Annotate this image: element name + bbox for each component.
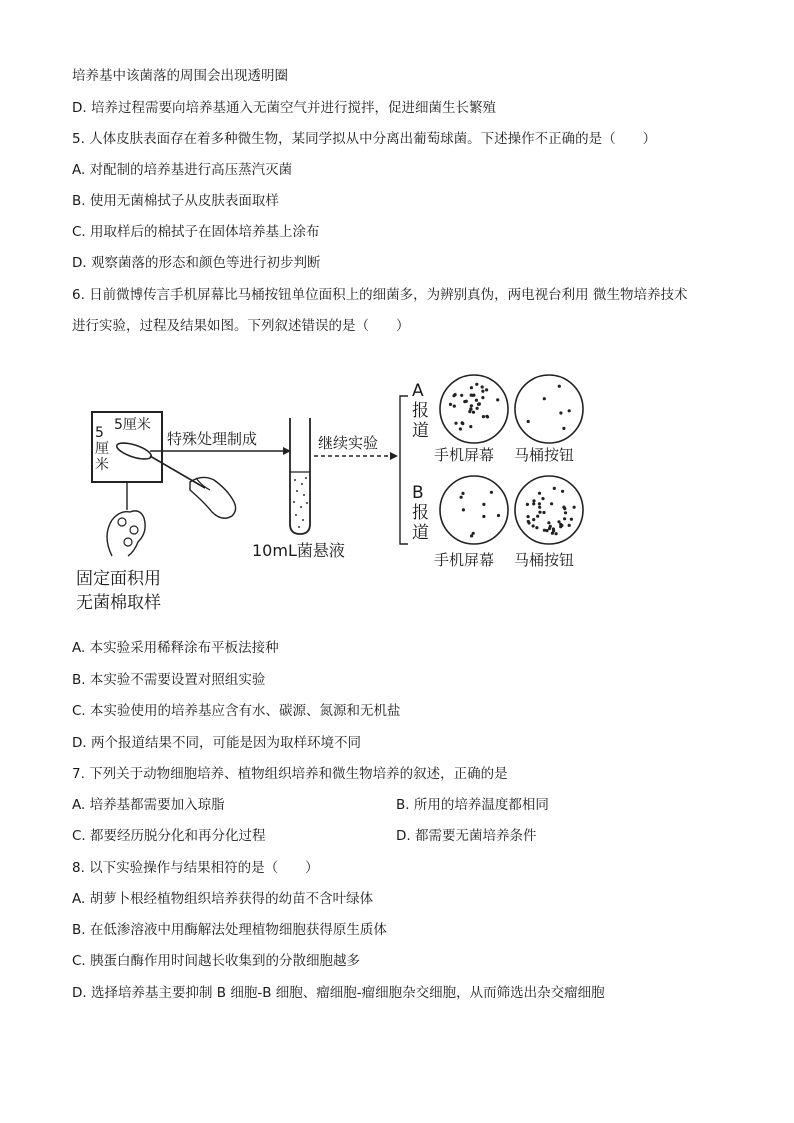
colony-dot: [482, 515, 485, 518]
caption-line1: 固定面积用: [76, 569, 161, 589]
colony-dot: [557, 520, 560, 523]
colony-dot: [561, 490, 564, 493]
test-tube: [290, 418, 310, 534]
colony-dot: [481, 385, 484, 388]
colony-dot: [563, 507, 566, 510]
square-side-label-2: 厘: [95, 441, 109, 457]
colony-dot: [459, 427, 462, 430]
colony-dot: [476, 407, 479, 410]
colony-dot: [532, 502, 535, 505]
report-a-letter: A: [412, 381, 424, 401]
colony-dot: [538, 492, 541, 495]
colony-dot: [560, 524, 563, 527]
arrow-process-label: 特殊处理制成: [167, 430, 258, 448]
colony-dot: [478, 402, 481, 405]
option-q6-c: C. 本实验使用的培养基应含有水、碳源、氮源和无机盐: [72, 703, 401, 719]
option-q8-c: C. 胰蛋白酶作用时间越长收集到的分散细胞越多: [72, 953, 361, 969]
colony-dot: [568, 524, 571, 527]
square-top-label: 5厘米: [114, 417, 151, 433]
colony-dot: [469, 425, 472, 428]
colony-dot: [536, 515, 539, 518]
colony-dot: [470, 534, 473, 537]
option-q8-d: D. 选择培养基主要抑制 B 细胞-B 细胞、瘤细胞-瘤细胞杂交细胞，从而筛选出杂交瘤细胞: [72, 985, 605, 1001]
colony-dot: [449, 403, 452, 406]
plate-b-toilet: [515, 476, 583, 544]
colony-dot: [462, 508, 465, 511]
colony-dot: [552, 527, 555, 530]
colony-dot: [564, 511, 567, 514]
square-side-label-1: 5: [95, 425, 104, 441]
colony-dot: [496, 398, 499, 401]
colony-dot: [475, 399, 478, 402]
colony-dot: [485, 388, 488, 391]
swab-stick: [150, 456, 205, 488]
colony-dot: [538, 511, 541, 514]
colony-dot: [481, 390, 484, 393]
colony-dot: [470, 386, 473, 389]
option-q5-a: A. 对配制的培养基进行高压蒸汽灭菌: [72, 162, 293, 178]
colony-dot: [550, 502, 553, 505]
option-q6-b: B. 本实验不需要设置对照组实验: [72, 672, 266, 688]
colony-dot: [553, 487, 556, 490]
swab-head: [115, 440, 153, 463]
plate-b-toilet-label: 马桶按钮: [514, 551, 575, 569]
colony-dot: [532, 518, 535, 521]
colony-dot: [535, 526, 538, 529]
colony-dot: [453, 405, 456, 408]
option-q8-a: A. 胡萝卜根经植物组织培养获得的幼苗不含叶绿体: [72, 891, 374, 907]
colony-dot: [460, 496, 463, 499]
colony-dot: [460, 394, 463, 397]
report-b-char2: 道: [412, 523, 429, 543]
plate-a-phone-label: 手机屏幕: [434, 446, 495, 464]
option-q7-c: C. 都要经历脱分化和再分化过程: [72, 828, 266, 844]
colony-dot: [454, 422, 457, 425]
colony-dot: [558, 385, 561, 388]
colony-dot: [538, 506, 541, 509]
colony-dot: [562, 427, 565, 430]
report-a-char2: 道: [412, 421, 429, 441]
colony-dot: [548, 527, 551, 530]
colony-dot: [461, 421, 464, 424]
colony-dot: [468, 410, 471, 413]
colony-dot: [527, 420, 530, 423]
colony-dot: [497, 514, 500, 517]
question-6-stem-line1: 6. 日前微博传言手机屏幕比马桶按钮单位面积上的细菌多，为辨别真伪，两电视台利用 微生物培养技术: [72, 287, 688, 303]
colony-dot: [470, 404, 473, 407]
tube-label: 10mL菌悬液: [252, 541, 345, 560]
question-7-stem: 7. 下列关于动物细胞培养、植物组织培养和微生物培养的叙述，正确的是: [72, 766, 508, 782]
colony-dot: [532, 499, 535, 502]
colony-dot: [551, 532, 554, 535]
option-q4-d: D. 培养过程需要向培养基通入无菌空气并进行搅拌，促进细菌生长繁殖: [72, 100, 496, 116]
plate-a-phone: [440, 375, 508, 443]
colony-dot: [538, 502, 541, 505]
option-q8-b: B. 在低渗溶液中用酶解法处理植物细胞获得原生质体: [72, 922, 387, 938]
plate-a-toilet-label: 马桶按钮: [514, 446, 575, 464]
report-a-char1: 报: [412, 401, 429, 421]
hand-left-icon: [107, 511, 145, 556]
colony-dot: [469, 407, 472, 410]
colony-dot: [461, 492, 464, 495]
plate-b-phone-label: 手机屏幕: [434, 551, 495, 569]
colony-dot: [547, 521, 550, 524]
option-q5-c: C. 用取样后的棉拭子在固体培养基上涂布: [72, 224, 320, 240]
colony-dot: [482, 503, 485, 506]
colony-dot: [532, 524, 535, 527]
option-q5-b: B. 使用无菌棉拭子从皮肤表面取样: [72, 193, 279, 209]
caption-line2: 无菌棉取样: [76, 593, 161, 613]
colony-dot: [527, 515, 530, 518]
colony-dot: [475, 383, 478, 386]
bracket: [400, 396, 408, 544]
colony-dot: [570, 518, 573, 521]
colony-dot: [454, 393, 457, 396]
question-5-stem: 5. 人体皮肤表面存在着多种微生物，某同学拟从中分离出葡萄球菌。下述操作不正确的是（ ）: [72, 131, 657, 147]
colony-dot: [481, 396, 484, 399]
colony-dot: [542, 511, 545, 514]
colony-dot: [482, 415, 485, 418]
colony-dot: [543, 397, 546, 400]
experiment-figure: [0, 360, 794, 630]
question-8-stem: 8. 以下实验操作与结果相符的是（ ）: [72, 860, 319, 876]
report-b-char1: 报: [412, 503, 429, 523]
option-q6-a: A. 本实验采用稀释涂布平板法接种: [72, 640, 279, 656]
option-q7-d: D. 都需要无菌培养条件: [396, 828, 537, 844]
question-6-stem-line2: 进行实验，过程及结果如图。下列叙述错误的是（ ）: [72, 318, 410, 334]
colony-dot: [559, 411, 562, 414]
colony-dot: [526, 503, 529, 506]
arrow-continue-label: 继续实验: [318, 434, 379, 452]
colony-dot: [472, 411, 475, 414]
option-q7-b: B. 所用的培养温度都相同: [396, 797, 549, 813]
option-q7-a: A. 培养基都需要加入琼脂: [72, 797, 225, 813]
colony-dot: [490, 491, 493, 494]
colony-dot: [573, 506, 576, 509]
colony-dot: [527, 520, 530, 523]
colony-dot: [568, 409, 571, 412]
option-q6-d: D. 两个报道结果不同，可能是因为取样环境不同: [72, 735, 361, 751]
colony-dot: [545, 529, 548, 532]
colony-dot: [541, 497, 544, 500]
colony-dot: [563, 517, 566, 520]
report-b-letter: B: [412, 483, 424, 503]
option-q5-d: D. 观察菌落的形态和颜色等进行初步判断: [72, 255, 321, 271]
square-side-label-3: 米: [95, 457, 109, 473]
text-line-continuation: 培养基中该菌落的周围会出现透明圈: [72, 68, 288, 84]
colony-dot: [555, 532, 558, 535]
colony-dot: [485, 415, 488, 418]
colony-dot: [463, 400, 466, 403]
plate-a-toilet: [515, 375, 583, 443]
colony-dot: [471, 394, 474, 397]
